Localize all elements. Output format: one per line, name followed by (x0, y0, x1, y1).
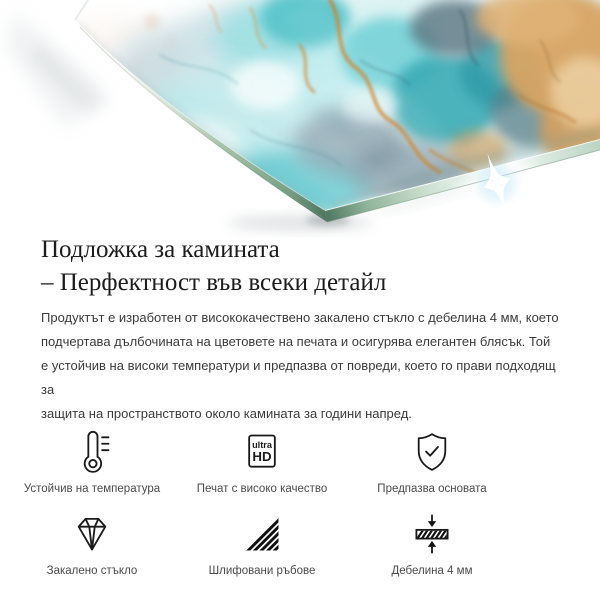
svg-text:ultra: ultra (252, 439, 272, 450)
feature-label: Шлифовани ръбове (208, 565, 316, 577)
feature-polished-edges (177, 512, 347, 578)
product-title (41, 233, 570, 299)
description-line: Продуктът е изработен от висококачествено закалено стъкло с дебелина 4 мм, което (41, 310, 559, 325)
shield-check-icon (410, 430, 454, 474)
feature-protects-base (347, 430, 517, 496)
ultra-hd-icon (240, 430, 284, 474)
product-title-line2: – Перфектност във всеки детайл (41, 269, 387, 296)
feature-grid (7, 430, 547, 578)
product-title-line1: Подложка за камината (41, 236, 280, 263)
feature-label: Устойчив на температура (23, 483, 161, 495)
description-line: подчертава дълбочината на цветовете на печата и осигурява елегантен блясък. Той (41, 334, 551, 349)
feature-print-quality (177, 430, 347, 496)
diamond-icon (70, 512, 114, 556)
feature-label: Печат с високо качество (196, 483, 328, 495)
feature-thickness (347, 512, 517, 578)
svg-text:HD: HD (252, 449, 272, 465)
feature-temperature (7, 430, 177, 496)
feature-label: Закалено стъкло (46, 565, 138, 577)
feature-label: Предпазва основата (377, 483, 487, 495)
product-photo (0, 0, 600, 250)
description-line: е устойчив на високи температури и предпазва от повреди, което го прави подходящ за (41, 358, 556, 397)
feature-tempered-glass (7, 512, 177, 578)
description-line: защита на пространството около камината за години напред. (41, 406, 412, 421)
product-description (41, 306, 560, 426)
thermometer-icon (70, 430, 114, 474)
polished-edges-icon (240, 512, 284, 556)
thickness-icon (410, 512, 454, 556)
feature-label: Дебелина 4 мм (391, 565, 473, 577)
